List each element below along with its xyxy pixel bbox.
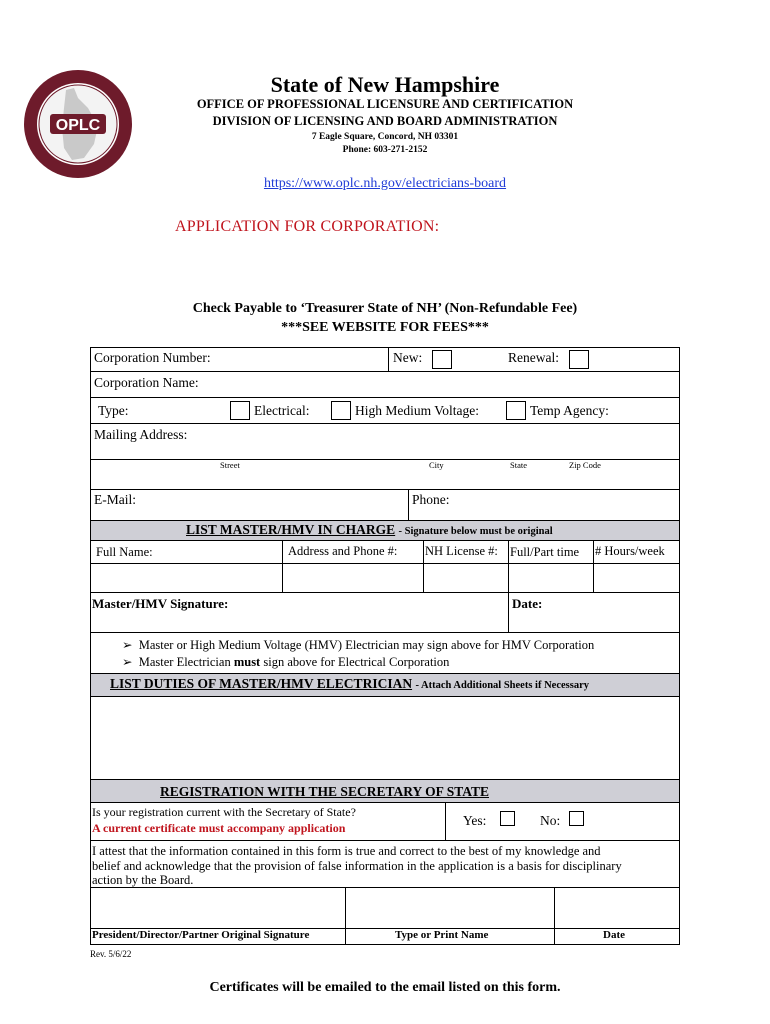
master-signature-label: Master/HMV Signature: (92, 596, 229, 611)
duties-section-header: LIST DUTIES OF MASTER/HMV ELECTRICIAN - Attach Additional Sheets if Necessary (110, 676, 589, 691)
city-caption: City (429, 460, 444, 470)
application-title: APPLICATION FOR CORPORATION: (175, 218, 440, 235)
office-address: 7 Eagle Square, Concord, NH 03301 (311, 132, 459, 142)
street-caption: Street (220, 460, 240, 470)
division-name: DIVISION OF LICENSING AND BOARD ADMINISTRATION (212, 114, 558, 128)
attest-line-3: action by the Board. (92, 873, 194, 887)
electrical-label: Electrical: (254, 403, 310, 418)
sos-warning: A current certificate must accompany application (92, 821, 346, 835)
page-title: State of New Hampshire (270, 72, 500, 97)
no-label: No: (540, 813, 561, 828)
print-name-label: Type or Print Name (395, 929, 489, 941)
bullet-item-1: ➢ Master or High Medium Voltage (HMV) Electrician may sign above for HMV Corporation (122, 638, 595, 652)
bullet-item-2: ➢ Master Electrician must sign above for Electrical Corporation (122, 655, 450, 669)
arrow-bullet-icon: ➢ (122, 655, 133, 669)
master-section-header: LIST MASTER/HMV IN CHARGE - Signature below must be original (186, 522, 553, 537)
attest-line-2: belief and acknowledge that the provision of false information in the application is a basis for disciplinary (92, 859, 622, 873)
office-name: OFFICE OF PROFESSIONAL LICENSURE AND CERTIFICATION (196, 97, 574, 111)
hmv-label: High Medium Voltage: (355, 403, 479, 418)
renewal-checkbox[interactable] (569, 350, 589, 369)
full-name-header: Full Name: (96, 545, 153, 559)
yes-label: Yes: (463, 813, 487, 828)
arrow-bullet-icon: ➢ (122, 638, 133, 652)
temp-agency-label: Temp Agency: (530, 403, 609, 418)
certificates-note: Certificates will be emailed to the email listed on this form. (209, 980, 561, 995)
zip-caption: Zip Code (569, 460, 601, 470)
new-label: New: (393, 350, 423, 365)
address-phone-header: Address and Phone #: (288, 544, 398, 558)
office-phone: Phone: 603-271-2152 (342, 145, 428, 155)
hours-week-header: # Hours/week (595, 544, 665, 558)
type-label: Type: (98, 403, 129, 418)
hmv-checkbox[interactable] (331, 401, 351, 420)
new-checkbox[interactable] (432, 350, 452, 369)
sign-date-label: Date (603, 929, 625, 941)
temp-agency-checkbox[interactable] (506, 401, 526, 420)
application-form (90, 347, 680, 945)
sos-section-header: REGISTRATION WITH THE SECRETARY OF STATE (160, 784, 489, 799)
yes-checkbox[interactable] (500, 811, 515, 826)
fee-notice-line1: Check Payable to ‘Treasurer State of NH’ (Non-Refundable Fee) (192, 301, 578, 316)
phone-label: Phone: (412, 492, 450, 507)
website-link[interactable]: https://www.oplc.nh.gov/electricians-board (263, 176, 507, 191)
fee-notice-line2: ***SEE WEBSITE FOR FEES*** (281, 320, 489, 335)
mailing-address-label: Mailing Address: (94, 427, 188, 442)
renewal-label: Renewal: (508, 350, 559, 365)
nh-license-header: NH License #: (425, 544, 498, 558)
president-signature-label: President/Director/Partner Original Signature (92, 929, 310, 941)
full-part-header: Full/Part time (510, 545, 580, 559)
logo-text: OPLC (55, 117, 101, 134)
master-date-label: Date: (512, 596, 543, 611)
oplc-logo (22, 68, 134, 180)
sos-question: Is your registration current with the Secretary of State? (92, 805, 356, 819)
no-checkbox[interactable] (569, 811, 584, 826)
corporation-number-label: Corporation Number: (94, 350, 211, 365)
revision-date: Rev. 5/6/22 (90, 949, 132, 959)
attest-line-1: I attest that the information contained in this form is true and correct to the best of my knowledge and (92, 844, 601, 858)
corporation-name-label: Corporation Name: (94, 375, 199, 390)
electrical-checkbox[interactable] (230, 401, 250, 420)
state-caption: State (510, 460, 527, 470)
email-label: E-Mail: (94, 492, 136, 507)
